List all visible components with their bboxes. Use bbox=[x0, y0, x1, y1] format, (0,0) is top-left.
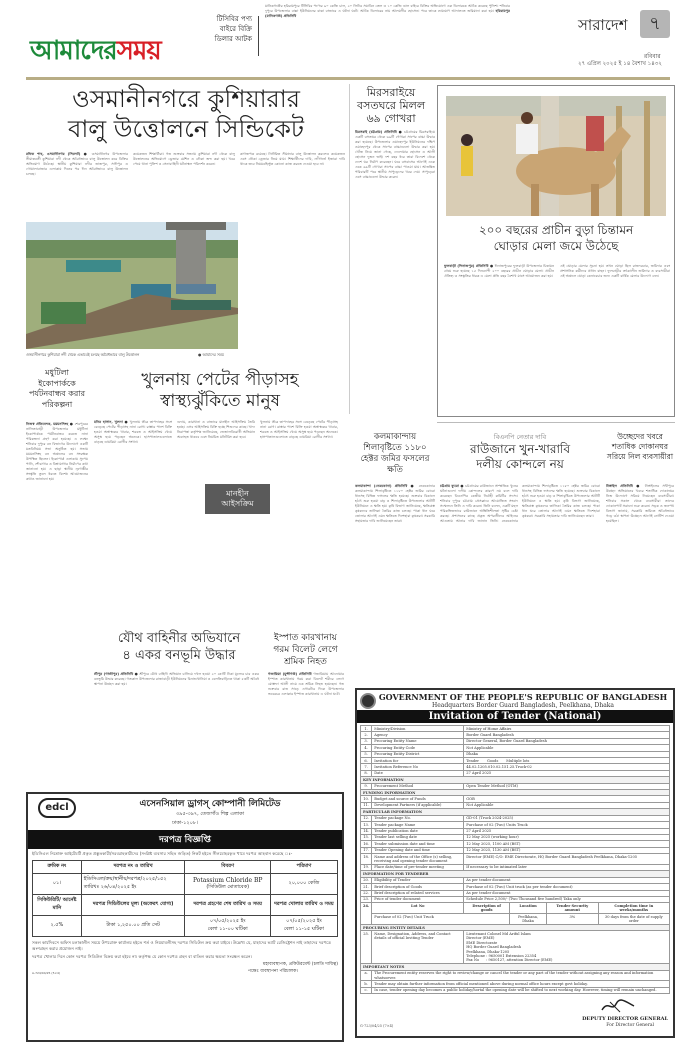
table-cell: PARTICULAR INFORMATION bbox=[361, 809, 670, 815]
edcl-tender-table bbox=[32, 860, 338, 937]
table-row: ০১। ইডিসিএল/ক্রয়/স্থানীয়/দরপত্র/২০২৫/১৫২ তারিখঃ ২৬/০৪/২০২৫ ইং Potassium Chloride BP (সিডিউল মোতাবেক) ২০,০০০ কেজি bbox=[33, 874, 338, 895]
mid-rule bbox=[437, 422, 675, 423]
table-cell: KEY INFORMATION bbox=[361, 777, 670, 783]
table-cell: Agency bbox=[372, 732, 464, 738]
table-cell: 3. bbox=[361, 738, 372, 744]
table-cell: The Procurement entity reserves the right to review/change or cancel the tender or any part of the tender without assigning any reason and information whatsoever. bbox=[372, 970, 670, 981]
raozan-headline: রাউজানে খুন-খারাবি দলীয় কোন্দলে নয় bbox=[469, 442, 571, 471]
table-cell: Border Guard Bangladesh bbox=[464, 732, 670, 738]
table-cell: 8. bbox=[361, 770, 372, 776]
joint-forces-byline: শ্রীপুর (গাজীপুর) প্রতিনিধি ● bbox=[94, 672, 138, 676]
steel-mill-headline: ইস্পাত কারখানায় গরম বিলেট লেগে শ্রমিক নিহত bbox=[273, 633, 338, 667]
signature-sub: For Director General bbox=[606, 1023, 654, 1029]
government-emblem-icon bbox=[360, 693, 376, 709]
page-number-box bbox=[640, 10, 670, 38]
table-cell: Development Partners (if applicable) bbox=[372, 802, 464, 808]
joint-forces-headline: যৌথ বাহিনীর অভিযানে ৪ একর বনভূমি উদ্ধার bbox=[117, 631, 241, 663]
madhutila-byline: নিজস্ব প্রতিবেদক, ময়মনসিংহ ● bbox=[26, 422, 74, 426]
logo-part-2: সময় bbox=[116, 36, 161, 66]
lead-body-col1: রফিক শাহ, ওসমানীনগর (সিলেট) ● ওসমানীনগর উপজেলার সীমান্তবর্তী কুশিয়ারা নদী থেকে অবৈধভাবে বালু উত্তোলন করে বিক্রির অভিযোগ উঠেছে। স্থানীয় কুশিয়ারা নদীর তাজপুর, সাদিপুর ও গোয়ালাবাজার এলাকায় দিনের পর দিন অবৈধভাবে বালু উত্তোলন চলছে। bbox=[26, 152, 128, 176]
table-cell: 19. bbox=[361, 864, 372, 870]
table-cell: 5. bbox=[361, 751, 372, 757]
table-cell: 1. bbox=[361, 726, 372, 732]
table-cell: Lieutenant Colonel Md Ariful Islam Director (EME) EME Directorate HQ Border Guard Bangladesh Peelkhana, Dhaka-1205 Telephone : 9650001 Extension 22354 Fax No : 9650127, attention Director (EME) bbox=[464, 931, 670, 964]
edcl-logo: edcl bbox=[38, 798, 76, 818]
table-cell: 12 May 2025, 1130 AM (BST) bbox=[464, 847, 670, 853]
table-row bbox=[361, 854, 670, 865]
edcl-signatory-2: পক্ষেঃ ব্যবস্থাপনা পরিচালক। bbox=[247, 969, 298, 974]
table-header-row: সিকিউরিটি/ আর্নেষ্ট মানি দরপত্র সিডিউলের মূল্য (অফেরৎ যোগ্য) দরপত্র গ্রহণের শেষ তারিখ ও সময় দরপত্র খোলার তারিখ ও সময় bbox=[33, 895, 338, 916]
khulna-body-col1: মনির হাসান, খুলনা ● খুলনায় তীব্র তাপদাহের সঙ্গে বেড়েছে পেটের পীড়াসহ নানা রোগ। রাস্তার পাশে বিক্রি হওয়া অস্বাস্থ্যকর খাবার, শরবত ও আইসক্রিম খেয়ে অসুস্থ হয়ে পড়ছেন অনেকে। হাসপাতালগুলোতে বাড়ছে ডায়রিয়া রোগীর সংখ্যা। bbox=[94, 420, 172, 444]
table-cell: Not Applicable bbox=[464, 802, 670, 808]
table-cell: Location bbox=[510, 903, 547, 914]
logo-part-1: আমাদের bbox=[30, 36, 117, 66]
table-cell: Procuring Entity District bbox=[372, 751, 464, 757]
table-cell: 9. bbox=[361, 783, 372, 789]
lead-body-col2: কয়েকজন শিক্ষার্থীরা। গত শুক্রবার সন্ধ্যায় কুশিয়ারা নদী থেকে বালু উত্তোলনের অভিযোগে ড্রেজার মেশিন ও নৌকা জব্দ করা হয়। খবর পেয়ে থানা পুলিশ ও সেনাবাহিনী ঘটনাস্থল পরিদর্শন করেন। bbox=[133, 152, 235, 166]
edcl-note-2: দরপত্র খোলার দিনে কোন দরপত্র সিডিউল বিক্রয় করা হইবে না। কর্তৃপক্ষ যে কোন দরপত্র গ্রহন বা বাতিল করার ক্ষমতা সংরক্ষন করেন। bbox=[32, 954, 252, 959]
lead-body-col3: কাগজপত্র রয়েছে। নির্ধারিত সীমানার বালু উত্তোলন করলেও কয়েকজন এসে নৌকা ড্রেজার নিয়ে যায়। শিক্ষার্থীদের দাবি, নদীগর্ভে ইজারা দাবি থাকে তবে নিয়মবহির্ভূত কোনো কাজ করতে দেওয়া হবে না। bbox=[240, 152, 345, 166]
edcl-note-1: সকল কার্যদিবসে অফিস চলাকালীন সময়ে উপরোক্ত কার্যালয় হইতে শর্ত ও নিয়মাবলীসহ দরপত্র সিডিউল ক্রয় করা যাইবে। উল্লেখ্য যে, যাহাদের ভ্যাট রেজিষ্ট্রেশন নাই তাহাদের দরপত্রে অংশগ্রহন করার প্রয়োজন নাই। bbox=[32, 940, 331, 951]
table-cell: Not Applicable bbox=[464, 745, 670, 751]
table-cell: Tender Goods Multiple lots bbox=[464, 758, 670, 764]
table-cell: Name, Designation, Address, and Contact details of official Inviting Tender bbox=[372, 931, 464, 964]
page-number: ৭ bbox=[649, 12, 661, 34]
bgb-banner: Invitation of Tender (National) bbox=[357, 710, 673, 723]
table-cell: Schedule Price 2,500/- (Two Thousand five hundred) Taka only. bbox=[464, 896, 670, 902]
table-cell: 15. bbox=[361, 834, 372, 840]
hq-line: Headquarters Border Guard Bangladesh, Peelkhana, Dhaka bbox=[432, 702, 614, 709]
table-cell: Tender package No. bbox=[372, 815, 464, 821]
table-cell: Tender may obtain further information from official mentioned above during normal office hours except govt holiday. bbox=[372, 981, 670, 987]
gov-title: GOVERNMENT OF THE PEOPLE'S REPUBLIC OF BANGLADESH bbox=[378, 692, 668, 702]
table-cell: Tender last selling date bbox=[372, 834, 464, 840]
kalmakanda-byline: কলমাকান্দা (নেত্রকোনা) প্রতিনিধি ● bbox=[355, 484, 416, 488]
table-cell: Purchase of 02 (Two) Units Truck bbox=[464, 822, 670, 828]
table-cell: Invitation Reference No bbox=[372, 764, 464, 770]
newspaper-logo bbox=[30, 30, 161, 74]
table-cell: GOB bbox=[464, 796, 670, 802]
table-cell: Ministry/Division bbox=[372, 726, 464, 732]
table-cell: 12 May 2025 (working hour) bbox=[464, 834, 670, 840]
teaser-headline: টিসিবির পণ্য বাইরে বিক্রি ডিলার আটক bbox=[214, 15, 252, 43]
teaser-body: মানিকগঞ্জের হরিরামপুরে টিসিবির পণ্যের ৯০ কেজি চাল, ২০ লিটার সয়াবিন তেল ও ১০ কেজি ডাল বাইরে বিক্রির অভিযোগে এক ডিলারকে আটক করেছে পুলিশ। শনিবার দুপুরে উপজেলার বাল্লা ইউনিয়নের বাল্লা বাজারে এ ঘটনা ঘটে। আটক ডিলারের নাম আলমগীর হোসেন। পরে তাকে ভ্রাম্যমাণ আদালতে জরিমানা করা হয়। হরিরামপুর (মানিকগঞ্জ) প্রতিনিধি bbox=[265, 4, 510, 18]
table-cell: Director (EME) C/O: EME Directorate, HQ Border Guard Bangladesh Peelkhana, Dhaka-1205 bbox=[464, 854, 670, 865]
table-cell: 23. bbox=[361, 896, 372, 902]
table-cell: Place date/time of pre-tender meeting bbox=[372, 864, 464, 870]
kalmakanda-body: কলমাকান্দা (নেত্রকোনা) প্রতিনিধি ● নেত্রকোনার কলমাকান্দায় শিলাবৃষ্টিতে ১১৮০ হেক্টর জমির বোরো ধানসহ বিভিন্ন ফসলের ক্ষতি হয়েছে। শুক্রবার বিকালে হঠাৎ শুরু হওয়া ঝড় ও শিলাবৃষ্টিতে উপজেলার আটটি ইউনিয়নে এ ক্ষতি হয়। কৃষি বিভাগ জানিয়েছে, ক্ষতিগ্রস্ত কৃষকদের তালিকা তৈরির কাজ চলছে। পাকা ধান ঘরে তোলার আগেই এমন ক্ষতিতে দিশেহারা কৃষকরা। সরকারি সহায়তার দাবি জানিয়েছেন তারা। bbox=[355, 484, 435, 523]
table-cell: c. bbox=[361, 987, 372, 993]
eviction-body: টাঙ্গাইল প্রতিনিধি ● টাঙ্গাইলের সখীপুরে উচ্ছেদ অভিযানের খবরে শতাধিক দোকানঘর নিজ উদ্যোগে সরিয়ে নিয়েছেন ব্যবসায়ীরা। শনিবার সকাল থেকে ব্যবসায়ীরা তাদের দোকানপাট সরানো শুরু করেন। সড়ক ও জনপথ বিভাগ জানায়, সরকারি জমিতে অবৈধভাবে গড়ে ওঠা স্থাপনা উচ্ছেদে আগেই নোটিশ দেওয়া হয়েছিল। bbox=[606, 484, 674, 523]
table-cell: 12 May 2025, 1100 AM (BST) bbox=[464, 841, 670, 847]
note-row bbox=[361, 987, 670, 993]
table-cell: Procurement Method bbox=[372, 783, 464, 789]
masthead-rule bbox=[26, 77, 670, 80]
table-cell: Brief description of related services bbox=[372, 890, 464, 896]
table-cell: Lot No bbox=[372, 903, 464, 914]
table-cell: 11. bbox=[361, 802, 372, 808]
khulna-body-col3: খুলনায় তীব্র তাপদাহের সঙ্গে বেড়েছে পেটের পীড়াসহ নানা রোগ। রাস্তার পাশে বিক্রি হওয়া অস্বাস্থ্যকর খাবার, শরবত ও আইসক্রিম খেয়ে অসুস্থ হয়ে পড়ছেন অনেকে। হাসপাতালগুলোতে বাড়ছে ডায়রিয়া রোগীর সংখ্যা। bbox=[260, 420, 338, 439]
edcl-address-1: ৩৯৫-৩৯৭, তেজগাঁও শিল্প এলাকা bbox=[175, 811, 245, 817]
bgb-tender-table bbox=[360, 725, 670, 994]
table-cell: INFORMATION FOR TENDERER bbox=[361, 871, 670, 877]
cobra-byline: মিরসরাই (চট্টগ্রাম) প্রতিনিধি ● bbox=[355, 130, 403, 134]
table-row bbox=[361, 931, 670, 964]
table-cell: 25. bbox=[361, 931, 372, 964]
table-cell: 14. bbox=[361, 828, 372, 834]
table-cell: If necessary to be intimated later bbox=[464, 864, 670, 870]
lead-headline: ওসমানীনগরে কুশিয়ারার বালু উত্তোলনে সিন্ডিকেট bbox=[67, 85, 305, 143]
edcl-signatory-1: মহাব্যবস্থাপক, প্রকিউরমেন্ট (চলতি দায়িত্ব) bbox=[262, 962, 338, 967]
table-cell: 44.02.1205.010.02.151.25.Truck-02 bbox=[464, 764, 670, 770]
lot-table-header bbox=[361, 903, 670, 914]
lot-table-row bbox=[361, 914, 670, 925]
table-cell: 10. bbox=[361, 796, 372, 802]
table-cell: As per tender document bbox=[464, 877, 670, 883]
table-cell: b. bbox=[361, 981, 372, 987]
table-cell: Tender Opening date and time bbox=[372, 847, 464, 853]
table-cell: Procuring Entity Name bbox=[372, 738, 464, 744]
horse-fair-body-col2: এই ঘোড়ার মেলার সূচনা হয়। তখন ঘোড়া ছিল রাজদরবার, জমিদার এবং প্রশাসনিক কর্মীদের প্রধান বাহন। ফুলবাড়ীর তৎকালীন জমিদার ও ব্যবসায়ীরা এই অঞ্চলে ঘোড়া কেনাবেচার জন্য একটি বার্ষিক মেলার উদ্যোগ নেন। bbox=[560, 264, 670, 278]
joint-forces-body: শ্রীপুর (গাজীপুর) প্রতিনিধি ● শ্রীপুরে যৌথ বাহিনী অভিযান চালিয়ে দখল হওয়া ২০ কোটি টাকা মূল্যের চার একর বনভূমি উদ্ধার করেছে। গতকাল উপজেলার রাজাবাড়ী ইউনিয়নের চিনাশুখানিয়া ও বেলতিবাড়িতে থাকা ৫৩টি অবৈধ স্থাপনা উচ্ছেদ করা হয়। bbox=[94, 672, 259, 686]
steel-mill-byline: গজারিয়া (মুন্সীগঞ্জ) প্রতিনিধি bbox=[268, 672, 312, 676]
horse-fair-headline: ২০০ বছরের প্রাচীন বুড়া চিন্তামন ঘোড়ার মেলা জমে উঠেছে bbox=[478, 223, 634, 253]
table-cell: Tender publication date bbox=[372, 828, 464, 834]
table-cell: Dhaka bbox=[464, 751, 670, 757]
horse-fair-byline: ফুলবাড়ী (দিনাজপুর) প্রতিনিধি ● bbox=[444, 264, 494, 268]
river-photo-illustration bbox=[26, 222, 238, 349]
table-cell: Purchase of 02 (Two) Unit Truck bbox=[372, 914, 510, 925]
table-cell: PROCURING ENTITY DETAILS bbox=[361, 925, 670, 931]
table-header-row: ক্রমিক নং দরপত্র নং ও তারিখ বিবরণ পরিমাণ bbox=[33, 861, 338, 874]
table-cell: In case, tender opening day becomes a public holiday/hortal the opening date will be shifted to next working day. However, timing will remain unchanged. bbox=[372, 987, 670, 993]
bgb-tender-ad bbox=[355, 688, 675, 1038]
masthead bbox=[0, 0, 700, 72]
table-cell: Brief description of Goods bbox=[372, 884, 464, 890]
table-cell: Price of tender document bbox=[372, 896, 464, 902]
teaser-byline: হরিরামপুর (মানিকগঞ্জ) প্রতিনিধি bbox=[265, 9, 510, 18]
edcl-banner: দরপত্র বিজ্ঞপ্তি bbox=[28, 830, 342, 849]
table-cell: As per tender document bbox=[464, 890, 670, 896]
khulna-inset-label: মানহীন আইসক্রিম bbox=[221, 489, 254, 508]
column-divider bbox=[349, 84, 350, 414]
table-cell: Tender submission date and time bbox=[372, 841, 464, 847]
table-cell: Name and address of the Office (s) selling, receiving and opening tender document bbox=[372, 854, 464, 865]
table-cell: 27 April 2025 bbox=[464, 828, 670, 834]
table-cell: 3% bbox=[547, 914, 598, 925]
table-cell: 7. bbox=[361, 764, 372, 770]
horse-photo-illustration bbox=[446, 96, 666, 216]
raozan-body: চট্টগ্রাম ব্যুরো ● চট্টগ্রামের রাউজানে সাম্প্রতিক খুনের ঘটনাগুলো দলীয় কোন্দলের কারণে নয় বলে দাবি করেছেন বিএনপির কেন্দ্রীয় নির্বাহী কমিটির সদস্য। শনিবার দুপুরে চট্টগ্রাম প্রেসক্লাবে আয়োজিত সংবাদ সম্মেলনে তিনি এ দাবি করেন। তিনি বলেন, একটি মহল পরিকল্পিতভাবে রাউজানে অস্থিতিশীলতা সৃষ্টির চেষ্টা করছে। প্রশাসনের কাছে প্রকৃত অপরাধীদের আইনের আওতায় আনার দাবি জানান তিনি। নেত্রকোনার কলমাকান্দায় শিলাবৃষ্টিতে ১১৮০ হেক্টর জমির বোরো ধানসহ বিভিন্ন ফসলের ক্ষতি হয়েছে। শুক্রবার বিকালে হঠাৎ শুরু হওয়া ঝড় ও শিলাবৃষ্টিতে উপজেলার আটটি ইউনিয়নে এ ক্ষতি হয়। কৃষি বিভাগ জানিয়েছে, ক্ষতিগ্রস্ত কৃষকদের তালিকা তৈরির কাজ চলছে। পাকা ধান ঘরে তোলার আগেই এমন ক্ষতিতে দিশেহারা কৃষকরা। সরকারি সহায়তার দাবি জানিয়েছেন তারা। bbox=[440, 484, 600, 523]
table-cell: a. bbox=[361, 970, 372, 981]
table-cell: 12. bbox=[361, 815, 372, 821]
eviction-byline: টাঙ্গাইল প্রতিনিধি ● bbox=[606, 484, 642, 488]
table-cell: 20. bbox=[361, 877, 372, 883]
date-line: ২৭ এপ্রিল ২০২৫ ই ১৪ বৈশাখ ১৪৩২ bbox=[578, 61, 662, 67]
table-cell: 4. bbox=[361, 745, 372, 751]
khulna-byline: মনির হাসান, খুলনা ● bbox=[94, 420, 129, 424]
note-row bbox=[361, 970, 670, 981]
table-row: ২.৫% টাকা ১,২৫০.০০ প্রতি সেট ০৭/০৫/২০২৫ ইং বেলা ১১-০০ ঘটিকা ০৭/০৫/২০২৫ ইং বেলা ১১-১৫ ঘটিকা bbox=[33, 916, 338, 937]
table-cell: 21. bbox=[361, 884, 372, 890]
table-cell: 27 April 2025 bbox=[464, 770, 670, 776]
table-cell: Tender package Name bbox=[372, 822, 464, 828]
khulna-body-col2: গুদাম, কারখানা ও বাজারে মানহীন আইসক্রিম তৈরি হচ্ছে। এসব আইসক্রিম বিক্রি হচ্ছে শিশুদের কাছে। খাদ্য নিরাপত্তা কর্তৃপক্ষ জানিয়েছে, ভেজালবিরোধী অভিযান অব্যাহত থাকবে এবং নিয়মিত মনিটরিং করা হবে। bbox=[177, 420, 255, 439]
table-cell: Completion time in weeks/months bbox=[598, 903, 669, 914]
table-cell: 24. bbox=[361, 903, 372, 925]
raozan-kicker: বিএনপি নেতার দাবি bbox=[493, 433, 547, 441]
edcl-company-name: এসেনসিয়াল ড্রাগস্ কোম্পানী লিমিটেড bbox=[139, 799, 281, 809]
table-cell: 30 days from the date of supply order bbox=[598, 914, 669, 925]
cobra-headline: মিরসরাইয়ে বসতঘরে মিলল ৬৯ গোখরা bbox=[356, 86, 426, 125]
lead-photo-caption: ওসমানীনগরে কুশিয়ারা নদী থেকে এভাবেই চলছে অবৈধভাবে বালু উত্তোলন bbox=[26, 352, 140, 357]
section-name: সারাদেশ bbox=[578, 16, 628, 34]
lead-byline: রফিক শাহ, ওসমানীনগর (সিলেট) ● bbox=[26, 152, 89, 156]
edcl-intro: ইডিসিএল নিম্নোক্ত আইটেমটি প্রকৃত প্রস্তুতকারী/সরবরাহকারীদের (সংশ্লিষ্ট ব্যবসার সহিত জড়িত) নিকট হইতে সীলমোহরকৃত খামে দরপত্র আহবান করেছে ঃ- bbox=[32, 851, 293, 856]
table-cell: 17. bbox=[361, 847, 372, 853]
table-cell: GD-01 (Truck 2024-2025) bbox=[464, 815, 670, 821]
madhutila-headline: মধুটিলা ইকোপার্ককে পর্যটনবান্ধব করার পরিকল্পনা bbox=[29, 368, 85, 409]
edcl-ref-code: A-724/04/25 (5×4) bbox=[32, 971, 61, 975]
table-cell: Director General, Border Guard Bangladesh bbox=[464, 738, 670, 744]
horse-fair-photo bbox=[446, 96, 666, 216]
table-cell: FUNDING INFORMATION bbox=[361, 790, 670, 796]
signature-icon bbox=[598, 998, 638, 1014]
table-cell: Peelkhana, Dhaka bbox=[510, 914, 547, 925]
madhutila-body: নিজস্ব প্রতিবেদক, ময়মনসিংহ ● শেরপুরের নালিতাবাড়ী উপজেলার মধুটিলা ইকোপার্ককে পর্যটনবান্ধব করতে নানা পরিকল্পনা গ্রহণ করা হয়েছে। এ লক্ষ্যে শনিবার দুপুরে বন বিভাগের উদ্যোগে একটি মতবিনিময় সভা অনুষ্ঠিত হয়। সভায় ময়মনসিংহ বন অঞ্চলের বন সংরক্ষক উপস্থিত ছিলেন। ইকোপার্ক এলাকায় সুপেয় পানি, শৌচাগার ও বিশ্রামাগার নির্মাণের কথা জানানো হয়। এ ছাড়া স্থানীয় নৃগোষ্ঠীর সংস্কৃতি তুলে ধরতে বিশেষ আয়োজনের কথাও জানানো হয়। bbox=[26, 422, 88, 481]
table-cell: Eligibility of Tender bbox=[372, 877, 464, 883]
table-cell: 18. bbox=[361, 854, 372, 865]
bgb-ref-code: G-723/04/25 (7×4) bbox=[360, 1024, 394, 1029]
edcl-tender-ad bbox=[26, 792, 344, 1042]
table-cell: Open Tender Method (OTM) bbox=[464, 783, 670, 789]
table-cell: 22. bbox=[361, 890, 372, 896]
khulna-inset-box bbox=[205, 484, 270, 514]
edcl-address-2: ঢাকা-১২০৮। bbox=[172, 820, 198, 826]
lead-photo-credit: ● আমাদের সময় bbox=[198, 352, 224, 357]
lead-photo-river-dredgers bbox=[26, 222, 238, 349]
signature-title: DEPUTY DIRECTOR GENERAL bbox=[582, 1016, 668, 1023]
steel-mill-body: গজারিয়া (মুন্সীগঞ্জ) প্রতিনিধি গজারিয়ায় আনোয়ার ইস্পাত কারখানায় গরম করা বিলেট শরীরে লেগে মোস্তফা আলী নামে এক শ্রমিক নিহত হয়েছেন। গত শুক্রবার রাত সাড়ে এগারটার দিকে উপজেলার ভবেরচর এলাকার ইস্পাত কারখানায় এ ঘটনা ঘটে। bbox=[268, 672, 344, 696]
table-cell: Description of goods bbox=[464, 903, 510, 914]
table-cell: 16. bbox=[361, 841, 372, 847]
table-cell: Purchase of 02 (Two) Unit truck (as per tender document) bbox=[464, 884, 670, 890]
table-cell: IMPORTANT NOTES bbox=[361, 964, 670, 970]
raozan-byline: চট্টগ্রাম ব্যুরো ● bbox=[440, 484, 464, 488]
table-cell: 13. bbox=[361, 822, 372, 828]
khulna-headline: খুলনায় পেটের পীড়াসহ স্বাস্থ্যঝুঁকিতে মানুষ bbox=[141, 370, 299, 411]
eviction-headline: উচ্ছেদের খবরে শতাধিক দোকানঘর সরিয়ে নিল ব্যবসায়ীরা bbox=[606, 432, 674, 461]
table-cell: 2. bbox=[361, 732, 372, 738]
table-cell: Invitation for bbox=[372, 758, 464, 764]
table-cell: Budget and source of Funds bbox=[372, 796, 464, 802]
table-cell: 6. bbox=[361, 758, 372, 764]
table-cell: Procuring Entity Code bbox=[372, 745, 464, 751]
table-cell: Tender Security amount bbox=[547, 903, 598, 914]
cobra-body: মিরসরাই (চট্টগ্রাম) প্রতিনিধি ● চট্টগ্রামের মিরসরাইয়ে একটি বসতঘর থেকে ৬৯টি গোখরা সাপের বাচ্চা উদ্ধার করা হয়েছে। উপজেলার ওয়াহেদপুর ইউনিয়নের দক্ষিণ ওয়াহেদপুর থেকে সাপের বাচ্চাগুলো উদ্ধার করা হয়। খোঁজ নিয়ে জানা গেছে, দেলোয়ার হোসেন ও আলী হোসেন দুজন ভাই। দশ বছর ধরে তারা বিদেশে থেকে দেশে ঘর নির্মাণ করেছেন। ঘরে বসবাসের আগেই একে একে ৬৯টি গোখরা সাপের বাচ্চা পাওয়া যায়। আতঙ্কিত পরিবারটি পরে স্থানীয় সাপুড়েদের খবর দেয়। সাপুড়েরা এসে বাচ্চাগুলো উদ্ধার করেন। bbox=[355, 130, 435, 179]
teaser-divider bbox=[258, 16, 259, 56]
kalmakanda-headline: কলমাকান্দায় শিলাবৃষ্টিতে ১১৮০ হেক্টর জমির ফসলের ক্ষতি bbox=[360, 432, 430, 475]
table-cell: Ministry of Home Affairs bbox=[464, 726, 670, 732]
weekday: রবিবার bbox=[644, 53, 661, 60]
table-cell: Date bbox=[372, 770, 464, 776]
horse-fair-body-col1: ফুলবাড়ী (দিনাজপুর) প্রতিনিধি ● দিনাজপুরের ফুলবাড়ী উপজেলার চিন্তামন গ্রামে শুরু হয়েছে ১৫ দিনব্যাপী ২০০ বছরের প্রাচীন ঘোড়ার মেলা। প্রাচীন ঐতিহ্য ও সংস্কৃতির ধারক এ মেলা প্রতি বছর বৈশাখ মাসে আয়োজন করা হয়। bbox=[444, 264, 554, 278]
